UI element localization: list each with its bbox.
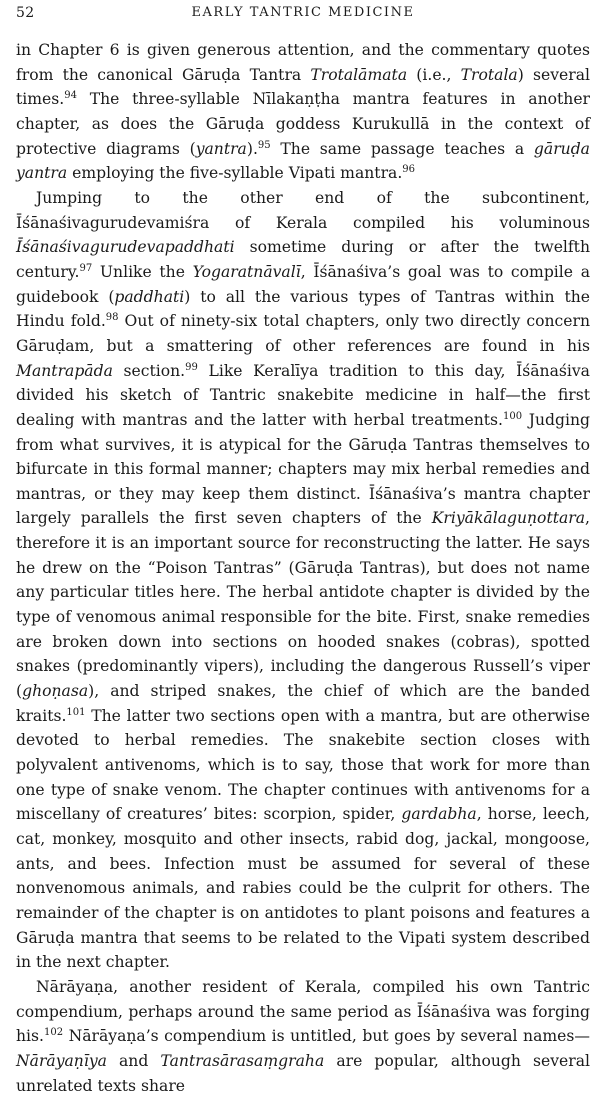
footnote-marker: 101 <box>66 706 86 718</box>
footnote-marker: 98 <box>105 312 119 324</box>
text-run: , therefore it is an important source for reconstructing the latter. He says he drew on the “Poison Tantras” (Gāruḍa Tantras), but does not name any particular titles here. The herbal antidote chapter is divided by the type of venomous animal responsible for the bite. First, snake remedies are broken down into sections on hooded snakes (cobras), spotted snakes (predominantly vipers), including the dangerous Russell’s viper ( <box>16 509 590 701</box>
paragraph <box>16 38 590 186</box>
text-run: are popular, although several unrelated texts share <box>16 1051 590 1095</box>
text-run: ) to all the various types of Tantras within the Hindu fold. <box>16 287 590 331</box>
running-head: EARLY TANTRIC MEDICINE <box>191 5 415 20</box>
italic-term: Mantrapāda <box>16 361 113 380</box>
italic-term: Trotala <box>460 65 518 84</box>
italic-term: Tantrasārasaṃgraha <box>160 1051 325 1070</box>
text-run: section. <box>112 361 186 380</box>
paragraph <box>16 975 590 1098</box>
footnote-marker: 94 <box>64 90 77 102</box>
text-run: The three-syllable Nīlakaṇṭha mantra features in another chapter, as does the Gāruḍa goddess Kurukullā in the context of protective diagrams ( <box>16 90 590 158</box>
text-run: The same passage teaches a <box>270 139 534 158</box>
footnote-marker: 100 <box>503 410 523 422</box>
footnote-marker: 99 <box>185 361 198 373</box>
text-run: ). <box>246 139 258 158</box>
italic-term: Trotalāmata <box>310 65 408 84</box>
italic-term: Īśānaśivagurudevapaddhati <box>16 238 235 257</box>
text-run: The latter two sections open with a mantra, but are otherwise devoted to herbal remedies. The snakebite section closes with polyvalent antivenoms, which is to say, those that work for more than one type of snake venom. The chapter continues with antivenoms for a miscellany of creatures’ bites: scorpion, spider, <box>16 706 590 824</box>
footnote-marker: 96 <box>402 164 416 176</box>
text-run: Like Keralīya tradition to this day, Īśānaśiva divided his sketch of Tantric snakebite medicine in half—the first dealing with mantras and the latter with herbal treatments. <box>16 361 590 429</box>
italic-term: Kriyākālaguṇottara <box>431 509 586 528</box>
text-run: , Īśānaśiva’s goal was to compile a guidebook ( <box>16 262 590 306</box>
text-run: Nārāyaṇa’s compendium is untitled, but goes by several names— <box>63 1027 590 1046</box>
text-run: Nārāyaṇa, another resident of Kerala, compiled his own Tantric compendium, perhaps around the same period as Īśānaśiva was forging his. <box>16 977 590 1046</box>
footnote-marker: 102 <box>44 1027 64 1039</box>
text-run: ), and striped snakes, the chief of which are the banded kraits. <box>16 682 590 725</box>
text-run: employing the five-syllable Vipati mantra. <box>67 164 403 183</box>
italic-term: gardabha <box>401 805 477 824</box>
italic-term: ghoṇasa <box>22 682 89 701</box>
text-run: and <box>106 1051 161 1070</box>
page-number: 52 <box>16 5 35 21</box>
text-run: , horse, leech, cat, monkey, mosquito and other insects, rabid dog, jackal, mongoose, ants, and bees. Infection must be assumed for several of these nonvenomous animals, and rabies could be the culprit for others. The remainder of the chapter is on antidotes to plant poisons and features a Gāruḍa mantra that seems to be related to the Vipati system described in the next chapter. <box>16 805 590 972</box>
footnote-marker: 97 <box>79 262 93 274</box>
text-run: (i.e., <box>407 65 461 84</box>
italic-term: Nārāyaṇīya <box>16 1051 107 1070</box>
text-run: Jumping to the other end of the subcontinent, Īśānaśivagurudevamiśra of Kerala compiled his voluminous <box>16 188 590 232</box>
text-run: ) several times. <box>16 65 590 109</box>
text-run: Unlike the <box>92 262 193 281</box>
italic-term: gāruḍa yantra <box>16 139 590 183</box>
italic-term: paddhati <box>114 287 185 306</box>
book-page <box>16 0 590 1095</box>
text-run: sometime during or after the twelfth century. <box>16 238 590 281</box>
italic-term: Yogaratnāvalī <box>192 262 301 281</box>
text-run: Out of ninety-six total chapters, only two directly concern Gāruḍam, but a smattering of other references are found in his <box>16 312 590 355</box>
paragraph <box>16 186 590 975</box>
page-header <box>16 5 590 25</box>
text-run: in Chapter 6 is given generous attention, and the commentary quotes from the canonical Gāruḍa Tantra <box>16 41 590 84</box>
italic-term: yantra <box>195 139 247 158</box>
footnote-marker: 95 <box>257 139 271 151</box>
body-text <box>16 38 590 1098</box>
text-run: Judging from what survives, it is atypical for the Gāruḍa Tantras themselves to bifurcate in this formal manner; chapters may mix herbal remedies and mantras, or they may keep them distinct. Īśānaśiva’s mantra chapter largely parallels the first seven chapters of the <box>16 410 590 528</box>
